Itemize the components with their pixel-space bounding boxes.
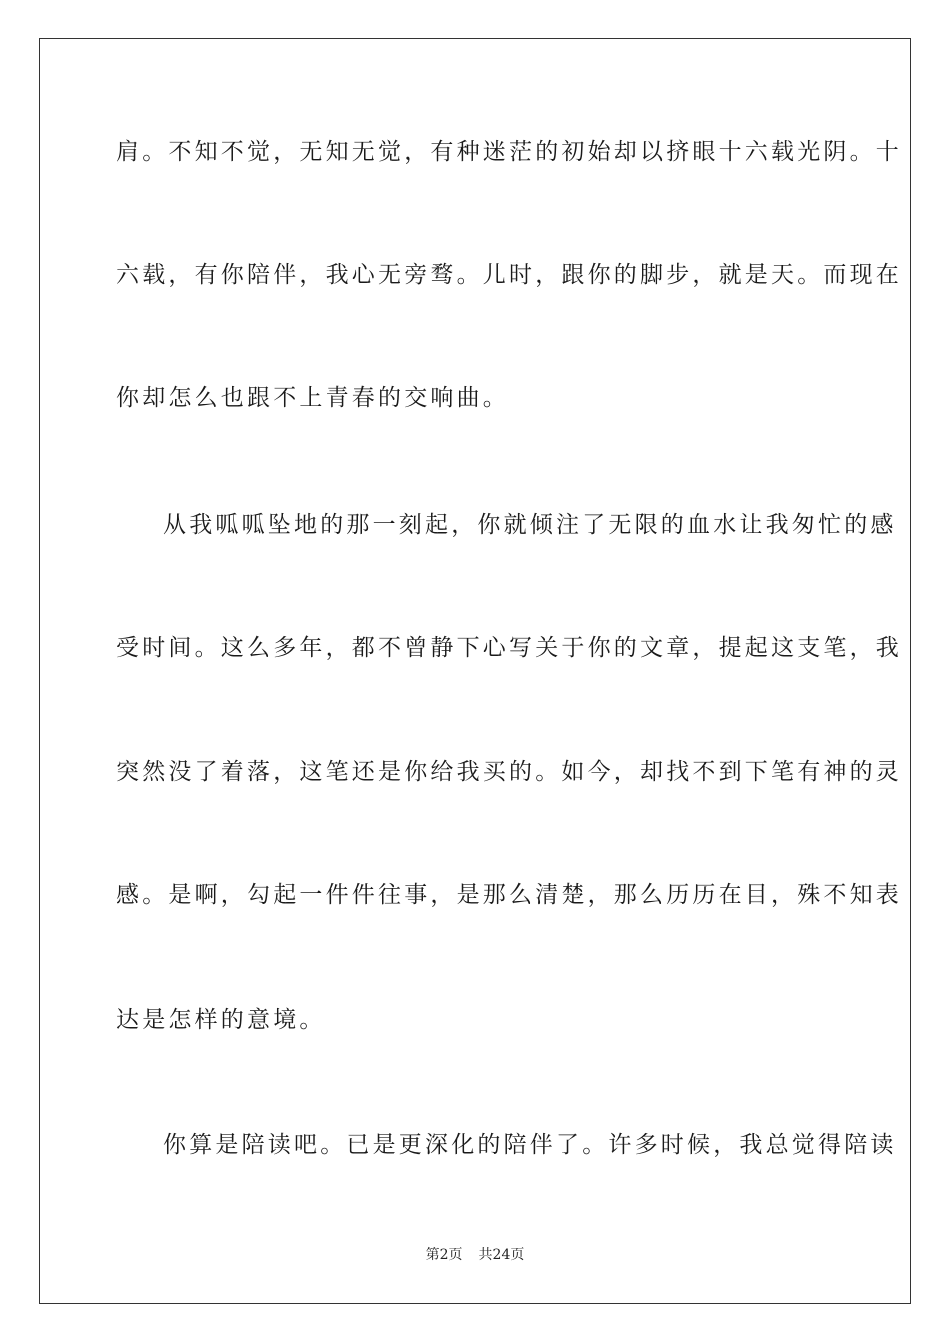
text-line-9: 你算是陪读吧。已是更深化的陪伴了。许多时候，我总觉得陪读 bbox=[163, 1132, 897, 1158]
page-footer bbox=[0, 1246, 950, 1264]
text-line-5: 受时间。这么多年，都不曾静下心写关于你的文章，提起这支笔，我 bbox=[116, 635, 902, 661]
text-line-1: 肩。不知不觉，无知无觉，有种迷茫的初始却以挤眼十六载光阴。十 bbox=[116, 139, 902, 165]
text-line-4: 从我呱呱坠地的那一刻起，你就倾注了无限的血水让我匆忙的感 bbox=[163, 512, 897, 538]
page-border bbox=[39, 38, 911, 1304]
text-line-6: 突然没了着落，这笔还是你给我买的。如今，却找不到下笔有神的灵 bbox=[116, 759, 902, 785]
text-line-8: 达是怎样的意境。 bbox=[116, 1007, 326, 1033]
page-number: 第2页 bbox=[425, 1247, 463, 1263]
text-line-7: 感。是啊，勾起一件件往事，是那么清楚，那么历历在目，殊不知表 bbox=[116, 882, 902, 908]
page-total: 共24页 bbox=[478, 1247, 525, 1263]
text-line-3: 你却怎么也跟不上青春的交响曲。 bbox=[116, 385, 509, 411]
text-line-2: 六载，有你陪伴，我心无旁骛。儿时，跟你的脚步，就是天。而现在 bbox=[116, 262, 902, 288]
